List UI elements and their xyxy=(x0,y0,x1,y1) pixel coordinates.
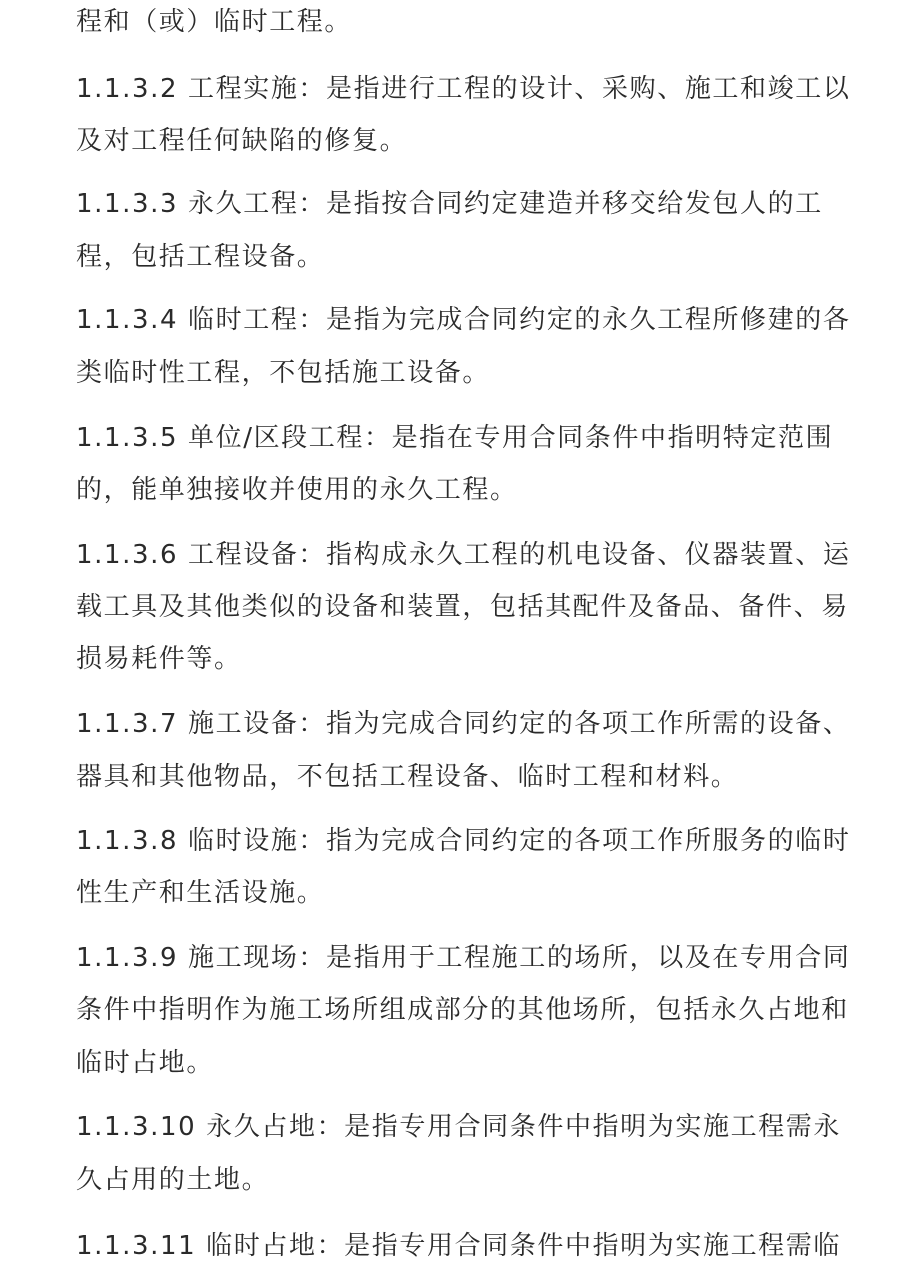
text-line: 1.1.3.5 单位/区段工程：是指在专用合同条件中指明特定范围 xyxy=(76,423,834,453)
text-line: 临时占地。 xyxy=(76,1048,215,1078)
text-line: 1.1.3.3 永久工程：是指按合同约定建造并移交给发包人的工 xyxy=(76,189,823,219)
text-line: 性生产和生活设施。 xyxy=(76,878,325,908)
text-line: 1.1.3.2 工程实施：是指进行工程的设计、采购、施工和竣工以 xyxy=(76,74,851,104)
text-line: 1.1.3.8 临时设施：指为完成合同约定的各项工作所服务的临时 xyxy=(76,826,851,856)
text-line: 久占用的土地。 xyxy=(76,1165,270,1195)
text-line: 1.1.3.11 临时占地：是指专用合同条件中指明为实施工程需临 xyxy=(76,1231,841,1261)
text-line: 类临时性工程，不包括施工设备。 xyxy=(76,358,491,388)
text-line: 1.1.3.10 永久占地：是指专用合同条件中指明为实施工程需永 xyxy=(76,1112,841,1142)
text-line: 程和（或）临时工程。 xyxy=(76,7,353,37)
text-line: 器具和其他物品，不包括工程设备、临时工程和材料。 xyxy=(76,762,739,792)
text-line: 1.1.3.9 施工现场：是指用于工程施工的场所，以及在专用合同 xyxy=(76,943,851,973)
text-line: 1.1.3.6 工程设备：指构成永久工程的机电设备、仪器装置、运 xyxy=(76,540,851,570)
text-line: 及对工程任何缺陷的修复。 xyxy=(76,126,408,156)
text-line: 的，能单独接收并使用的永久工程。 xyxy=(76,475,518,505)
text-line: 1.1.3.7 施工设备：指为完成合同约定的各项工作所需的设备、 xyxy=(76,709,851,739)
text-line: 损易耗件等。 xyxy=(76,644,242,674)
text-line: 条件中指明作为施工场所组成部分的其他场所，包括永久占地和 xyxy=(76,995,849,1025)
text-line: 1.1.3.4 临时工程：是指为完成合同约定的永久工程所修建的各 xyxy=(76,305,851,335)
text-line: 程，包括工程设备。 xyxy=(76,242,325,272)
text-line: 载工具及其他类似的设备和装置，包括其配件及备品、备件、易 xyxy=(76,592,849,622)
